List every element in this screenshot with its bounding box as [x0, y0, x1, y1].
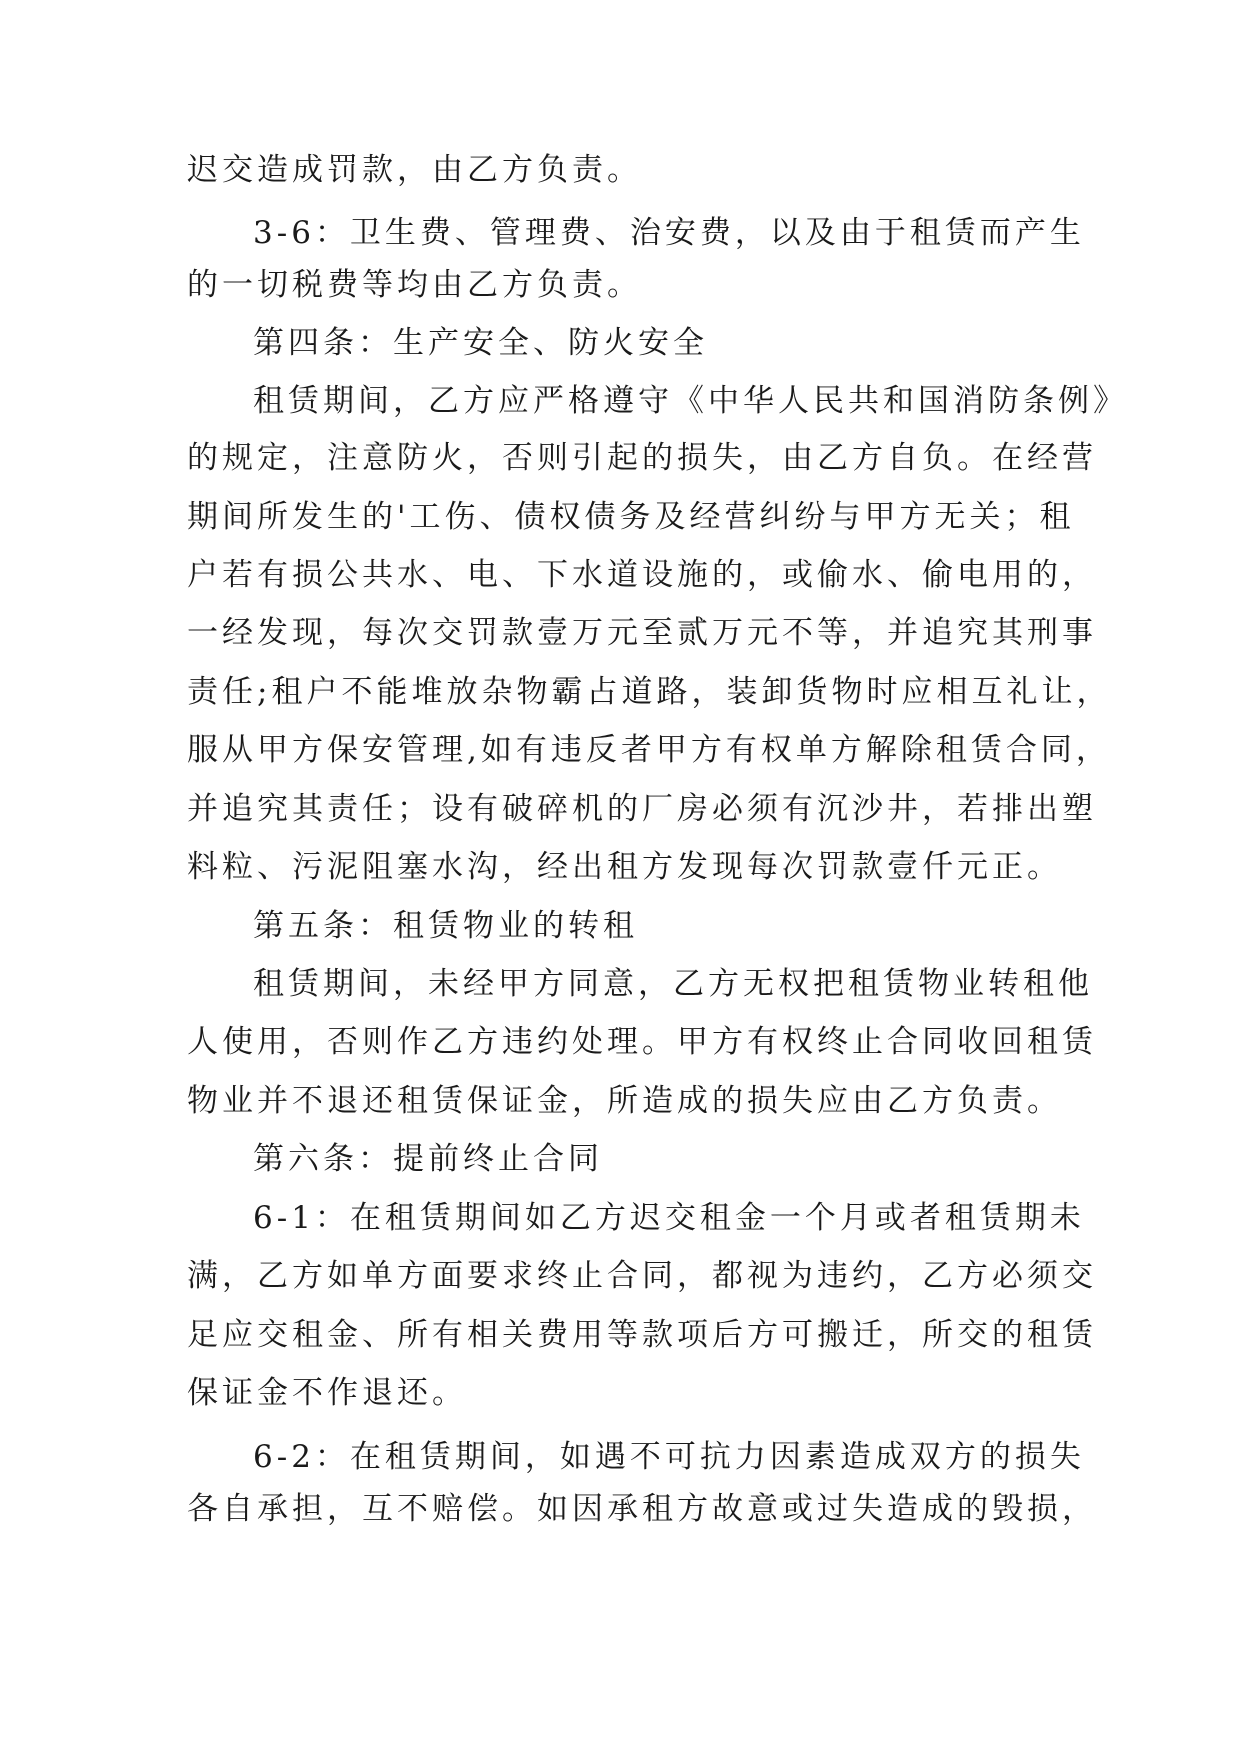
- text-line: 一经发现，每次交罚款壹万元至贰万元不等，并追究其刑事: [187, 615, 1097, 651]
- text-line: 并追究其责任；设有破碎机的厂房必须有沉沙井，若排出塑: [187, 791, 1097, 827]
- section-heading: 第六条：提前终止合同: [253, 1141, 603, 1177]
- text-line: 6-1：在租赁期间如乙方迟交租金一个月或者租赁期未: [253, 1200, 1085, 1236]
- text-line: 物业并不退还租赁保证金，所造成的损失应由乙方负责。: [187, 1083, 1062, 1119]
- text-line: 户若有损公共水、电、下水道设施的，或偷水、偷电用的，: [187, 557, 1097, 593]
- text-line: 3-6：卫生费、管理费、治安费，以及由于租赁而产生: [253, 215, 1085, 251]
- text-line: 人使用，否则作乙方违约处理。甲方有权终止合同收回租赁: [187, 1024, 1097, 1060]
- section-heading: 第四条：生产安全、防火安全: [253, 325, 708, 361]
- text-line: 迟交造成罚款，由乙方负责。: [187, 152, 642, 188]
- section-heading: 第五条：租赁物业的转租: [253, 908, 638, 944]
- text-line: 租赁期间，未经甲方同意，乙方无权把租赁物业转租他: [253, 966, 1093, 1002]
- text-line: 满，乙方如单方面要求终止合同，都视为违约，乙方必须交: [187, 1258, 1097, 1294]
- text-line: 租赁期间，乙方应严格遵守《中华人民共和国消防条例》: [253, 383, 1128, 419]
- text-line: 期间所发生的'工伤、债权债务及经营纠纷与甲方无关；租: [187, 499, 1075, 535]
- text-line: 足应交租金、所有相关费用等款项后方可搬迁，所交的租赁: [187, 1317, 1097, 1353]
- text-line: 服从甲方保安管理,如有违反者甲方有权单方解除租赁合同，: [187, 732, 1111, 768]
- text-line: 的规定，注意防火，否则引起的损失，由乙方自负。在经营: [187, 440, 1097, 476]
- text-line: 各自承担，互不赔偿。如因承租方故意或过失造成的毁损，: [187, 1491, 1097, 1527]
- text-line: 6-2：在租赁期间，如遇不可抗力因素造成双方的损失: [253, 1439, 1085, 1475]
- text-line: 料粒、污泥阻塞水沟，经出租方发现每次罚款壹仟元正。: [187, 849, 1062, 885]
- text-line: 保证金不作退还。: [187, 1375, 467, 1411]
- text-line: 的一切税费等均由乙方负责。: [187, 267, 642, 303]
- text-line: 责任;租户不能堆放杂物霸占道路，装卸货物时应相互礼让，: [187, 674, 1112, 710]
